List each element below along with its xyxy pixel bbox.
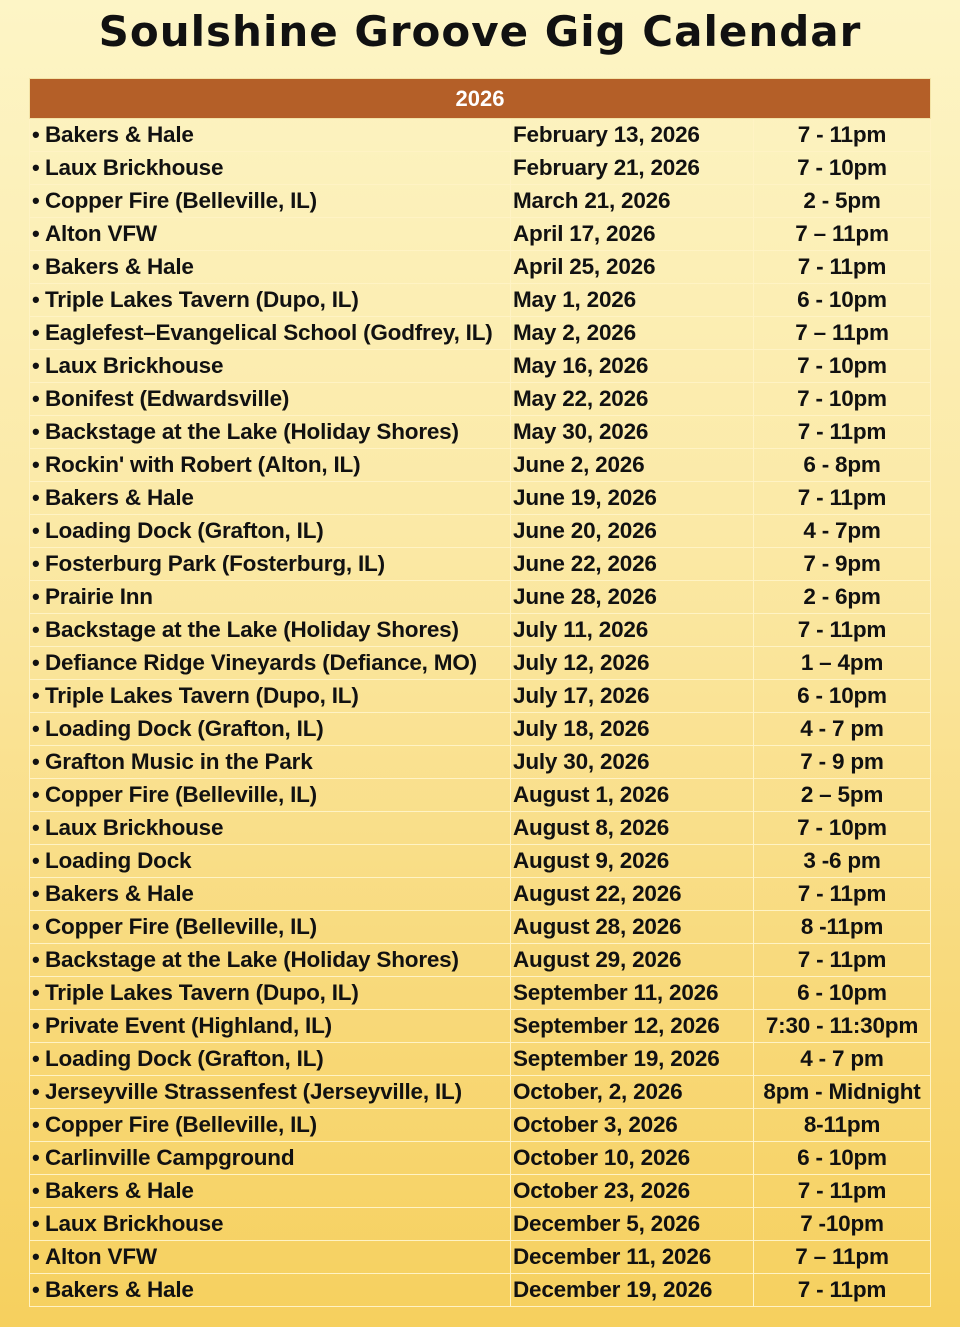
- table-row: [30, 779, 931, 812]
- time-cell: 7 - 9 pm: [754, 746, 931, 779]
- venue-cell: [30, 680, 511, 713]
- table-row: [30, 284, 931, 317]
- venue-name: Copper Fire (Belleville, IL): [45, 1112, 317, 1137]
- venue-cell: [30, 614, 511, 647]
- date-cell: August 28, 2026: [511, 911, 754, 944]
- venue-name: Eaglefest–Evangelical School (Godfrey, IL): [45, 320, 493, 345]
- time-cell: 7 - 10pm: [754, 383, 931, 416]
- time-cell: 8 -11pm: [754, 911, 931, 944]
- venue-name: Rockin' with Robert (Alton, IL): [45, 452, 361, 477]
- date-cell: May 1, 2026: [511, 284, 754, 317]
- table-row: [30, 383, 931, 416]
- time-cell: 4 - 7 pm: [754, 713, 931, 746]
- table-row: [30, 680, 931, 713]
- bullet-icon: •: [32, 1277, 40, 1302]
- date-cell: February 13, 2026: [511, 119, 754, 152]
- venue-name: Laux Brickhouse: [45, 353, 224, 378]
- bullet-icon: •: [32, 221, 40, 246]
- table-row: [30, 647, 931, 680]
- date-cell: October, 2, 2026: [511, 1076, 754, 1109]
- date-cell: March 21, 2026: [511, 185, 754, 218]
- bullet-icon: •: [32, 353, 40, 378]
- table-row: [30, 1043, 931, 1076]
- bullet-icon: •: [32, 881, 40, 906]
- bullet-icon: •: [32, 386, 40, 411]
- venue-cell: [30, 119, 511, 152]
- venue-cell: [30, 218, 511, 251]
- time-cell: 7:30 - 11:30pm: [754, 1010, 931, 1043]
- venue-name: Triple Lakes Tavern (Dupo, IL): [45, 980, 359, 1005]
- venue-name: Bakers & Hale: [45, 881, 194, 906]
- venue-cell: [30, 1241, 511, 1274]
- table-row: [30, 1175, 931, 1208]
- time-cell: 7 – 11pm: [754, 1241, 931, 1274]
- venue-name: Alton VFW: [45, 221, 157, 246]
- time-cell: 3 -6 pm: [754, 845, 931, 878]
- time-cell: 7 - 10pm: [754, 812, 931, 845]
- venue-cell: [30, 449, 511, 482]
- date-cell: August 22, 2026: [511, 878, 754, 911]
- bullet-icon: •: [32, 122, 40, 147]
- venue-cell: [30, 548, 511, 581]
- date-cell: October 3, 2026: [511, 1109, 754, 1142]
- venue-name: Prairie Inn: [45, 584, 153, 609]
- date-cell: May 30, 2026: [511, 416, 754, 449]
- date-cell: July 11, 2026: [511, 614, 754, 647]
- venue-name: Backstage at the Lake (Holiday Shores): [45, 419, 459, 444]
- time-cell: 2 - 6pm: [754, 581, 931, 614]
- venue-cell: [30, 185, 511, 218]
- time-cell: 6 - 8pm: [754, 449, 931, 482]
- bullet-icon: •: [32, 848, 40, 873]
- gig-calendar-table: [29, 78, 931, 1307]
- date-cell: June 19, 2026: [511, 482, 754, 515]
- date-cell: September 12, 2026: [511, 1010, 754, 1043]
- venue-cell: [30, 581, 511, 614]
- time-cell: 7 - 11pm: [754, 482, 931, 515]
- time-cell: 7 - 9pm: [754, 548, 931, 581]
- page-title: Soulshine Groove Gig Calendar: [98, 7, 862, 56]
- year-header-row: [30, 79, 931, 119]
- venue-cell: [30, 647, 511, 680]
- venue-name: Loading Dock (Grafton, IL): [45, 716, 324, 741]
- bullet-icon: •: [32, 1244, 40, 1269]
- venue-cell: [30, 1274, 511, 1307]
- venue-cell: [30, 779, 511, 812]
- date-cell: June 2, 2026: [511, 449, 754, 482]
- venue-cell: [30, 482, 511, 515]
- bullet-icon: •: [32, 782, 40, 807]
- bullet-icon: •: [32, 947, 40, 972]
- time-cell: 6 - 10pm: [754, 284, 931, 317]
- table-row: [30, 614, 931, 647]
- date-cell: September 11, 2026: [511, 977, 754, 1010]
- bullet-icon: •: [32, 485, 40, 510]
- venue-name: Loading Dock (Grafton, IL): [45, 1046, 324, 1071]
- table-row: [30, 746, 931, 779]
- table-row: [30, 977, 931, 1010]
- time-cell: 7 - 11pm: [754, 416, 931, 449]
- time-cell: 7 - 10pm: [754, 152, 931, 185]
- venue-cell: [30, 251, 511, 284]
- bullet-icon: •: [32, 1178, 40, 1203]
- venue-name: Bakers & Hale: [45, 485, 194, 510]
- date-cell: December 5, 2026: [511, 1208, 754, 1241]
- venue-cell: [30, 515, 511, 548]
- venue-cell: [30, 1010, 511, 1043]
- venue-cell: [30, 1076, 511, 1109]
- table-row: [30, 1208, 931, 1241]
- venue-cell: [30, 1142, 511, 1175]
- table-row: [30, 185, 931, 218]
- bullet-icon: •: [32, 254, 40, 279]
- venue-cell: [30, 713, 511, 746]
- table-row: [30, 944, 931, 977]
- bullet-icon: •: [32, 1079, 40, 1104]
- venue-cell: [30, 350, 511, 383]
- bullet-icon: •: [32, 749, 40, 774]
- bullet-icon: •: [32, 650, 40, 675]
- date-cell: August 8, 2026: [511, 812, 754, 845]
- venue-name: Copper Fire (Belleville, IL): [45, 782, 317, 807]
- time-cell: 7 - 10pm: [754, 350, 931, 383]
- time-cell: 7 - 11pm: [754, 119, 931, 152]
- time-cell: 4 - 7pm: [754, 515, 931, 548]
- venue-cell: [30, 812, 511, 845]
- bullet-icon: •: [32, 683, 40, 708]
- table-row: [30, 317, 931, 350]
- date-cell: July 12, 2026: [511, 647, 754, 680]
- venue-cell: [30, 878, 511, 911]
- date-cell: June 22, 2026: [511, 548, 754, 581]
- venue-name: Loading Dock (Grafton, IL): [45, 518, 324, 543]
- table-row: [30, 119, 931, 152]
- venue-name: Copper Fire (Belleville, IL): [45, 188, 317, 213]
- venue-cell: [30, 317, 511, 350]
- date-cell: September 19, 2026: [511, 1043, 754, 1076]
- bullet-icon: •: [32, 716, 40, 741]
- time-cell: 1 – 4pm: [754, 647, 931, 680]
- bullet-icon: •: [32, 452, 40, 477]
- venue-name: Laux Brickhouse: [45, 1211, 224, 1236]
- time-cell: 6 - 10pm: [754, 1142, 931, 1175]
- venue-cell: [30, 284, 511, 317]
- table-row: [30, 1241, 931, 1274]
- venue-name: Loading Dock: [45, 848, 192, 873]
- time-cell: 7 – 11pm: [754, 218, 931, 251]
- bullet-icon: •: [32, 1046, 40, 1071]
- time-cell: 6 - 10pm: [754, 977, 931, 1010]
- venue-cell: [30, 746, 511, 779]
- table-row: [30, 845, 931, 878]
- venue-name: Fosterburg Park (Fosterburg, IL): [45, 551, 385, 576]
- time-cell: 7 - 11pm: [754, 878, 931, 911]
- time-cell: 8-11pm: [754, 1109, 931, 1142]
- venue-cell: [30, 1175, 511, 1208]
- bullet-icon: •: [32, 1112, 40, 1137]
- venue-name: Backstage at the Lake (Holiday Shores): [45, 947, 459, 972]
- bullet-icon: •: [32, 1145, 40, 1170]
- date-cell: October 10, 2026: [511, 1142, 754, 1175]
- table-row: [30, 515, 931, 548]
- table-row: [30, 713, 931, 746]
- venue-cell: [30, 383, 511, 416]
- date-cell: May 22, 2026: [511, 383, 754, 416]
- table-row: [30, 449, 931, 482]
- date-cell: May 2, 2026: [511, 317, 754, 350]
- table-row: [30, 482, 931, 515]
- table-row: [30, 911, 931, 944]
- table-row: [30, 812, 931, 845]
- date-cell: July 18, 2026: [511, 713, 754, 746]
- venue-cell: [30, 1109, 511, 1142]
- venue-cell: [30, 416, 511, 449]
- bullet-icon: •: [32, 584, 40, 609]
- time-cell: 2 – 5pm: [754, 779, 931, 812]
- table-row: [30, 152, 931, 185]
- table-row: [30, 251, 931, 284]
- bullet-icon: •: [32, 1013, 40, 1038]
- table-row: [30, 1010, 931, 1043]
- venue-cell: [30, 845, 511, 878]
- bullet-icon: •: [32, 287, 40, 312]
- table-row: [30, 416, 931, 449]
- date-cell: June 20, 2026: [511, 515, 754, 548]
- date-cell: December 11, 2026: [511, 1241, 754, 1274]
- venue-cell: [30, 911, 511, 944]
- table-row: [30, 1109, 931, 1142]
- venue-name: Bakers & Hale: [45, 254, 194, 279]
- table-row: [30, 581, 931, 614]
- date-cell: June 28, 2026: [511, 581, 754, 614]
- date-cell: October 23, 2026: [511, 1175, 754, 1208]
- table-row: [30, 548, 931, 581]
- bullet-icon: •: [32, 155, 40, 180]
- venue-name: Bakers & Hale: [45, 122, 194, 147]
- venue-name: Jerseyville Strassenfest (Jerseyville, IL): [45, 1079, 462, 1104]
- time-cell: 7 - 11pm: [754, 1175, 931, 1208]
- date-cell: August 29, 2026: [511, 944, 754, 977]
- time-cell: 7 -10pm: [754, 1208, 931, 1241]
- bullet-icon: •: [32, 518, 40, 543]
- table-row: [30, 1142, 931, 1175]
- venue-name: Triple Lakes Tavern (Dupo, IL): [45, 683, 359, 708]
- venue-name: Grafton Music in the Park: [45, 749, 313, 774]
- date-cell: August 1, 2026: [511, 779, 754, 812]
- venue-name: Backstage at the Lake (Holiday Shores): [45, 617, 459, 642]
- venue-name: Laux Brickhouse: [45, 815, 224, 840]
- table-row: [30, 1076, 931, 1109]
- venue-cell: [30, 1043, 511, 1076]
- bullet-icon: •: [32, 914, 40, 939]
- date-cell: February 21, 2026: [511, 152, 754, 185]
- time-cell: 7 - 11pm: [754, 614, 931, 647]
- venue-name: Bonifest (Edwardsville): [45, 386, 290, 411]
- venue-name: Bakers & Hale: [45, 1178, 194, 1203]
- date-cell: July 30, 2026: [511, 746, 754, 779]
- venue-name: Triple Lakes Tavern (Dupo, IL): [45, 287, 359, 312]
- venue-name: Alton VFW: [45, 1244, 157, 1269]
- bullet-icon: •: [32, 815, 40, 840]
- venue-cell: [30, 977, 511, 1010]
- time-cell: 4 - 7 pm: [754, 1043, 931, 1076]
- venue-name: Carlinville Campground: [45, 1145, 295, 1170]
- date-cell: April 25, 2026: [511, 251, 754, 284]
- gig-rows: [30, 119, 931, 1307]
- venue-name: Bakers & Hale: [45, 1277, 194, 1302]
- date-cell: July 17, 2026: [511, 680, 754, 713]
- table-row: [30, 218, 931, 251]
- bullet-icon: •: [32, 617, 40, 642]
- table-row: [30, 1274, 931, 1307]
- venue-cell: [30, 1208, 511, 1241]
- time-cell: 7 - 11pm: [754, 1274, 931, 1307]
- venue-name: Copper Fire (Belleville, IL): [45, 914, 317, 939]
- time-cell: 7 - 11pm: [754, 944, 931, 977]
- date-cell: December 19, 2026: [511, 1274, 754, 1307]
- year-header: 2026: [30, 79, 931, 119]
- date-cell: April 17, 2026: [511, 218, 754, 251]
- venue-name: Laux Brickhouse: [45, 155, 224, 180]
- bullet-icon: •: [32, 980, 40, 1005]
- time-cell: 7 – 11pm: [754, 317, 931, 350]
- venue-cell: [30, 944, 511, 977]
- bullet-icon: •: [32, 551, 40, 576]
- venue-name: Private Event (Highland, IL): [45, 1013, 332, 1038]
- table-row: [30, 350, 931, 383]
- date-cell: May 16, 2026: [511, 350, 754, 383]
- time-cell: 8pm - Midnight: [754, 1076, 931, 1109]
- time-cell: 2 - 5pm: [754, 185, 931, 218]
- bullet-icon: •: [32, 419, 40, 444]
- date-cell: August 9, 2026: [511, 845, 754, 878]
- bullet-icon: •: [32, 1211, 40, 1236]
- venue-name: Defiance Ridge Vineyards (Defiance, MO): [45, 650, 477, 675]
- time-cell: 7 - 11pm: [754, 251, 931, 284]
- venue-cell: [30, 152, 511, 185]
- time-cell: 6 - 10pm: [754, 680, 931, 713]
- bullet-icon: •: [32, 320, 40, 345]
- bullet-icon: •: [32, 188, 40, 213]
- table-row: [30, 878, 931, 911]
